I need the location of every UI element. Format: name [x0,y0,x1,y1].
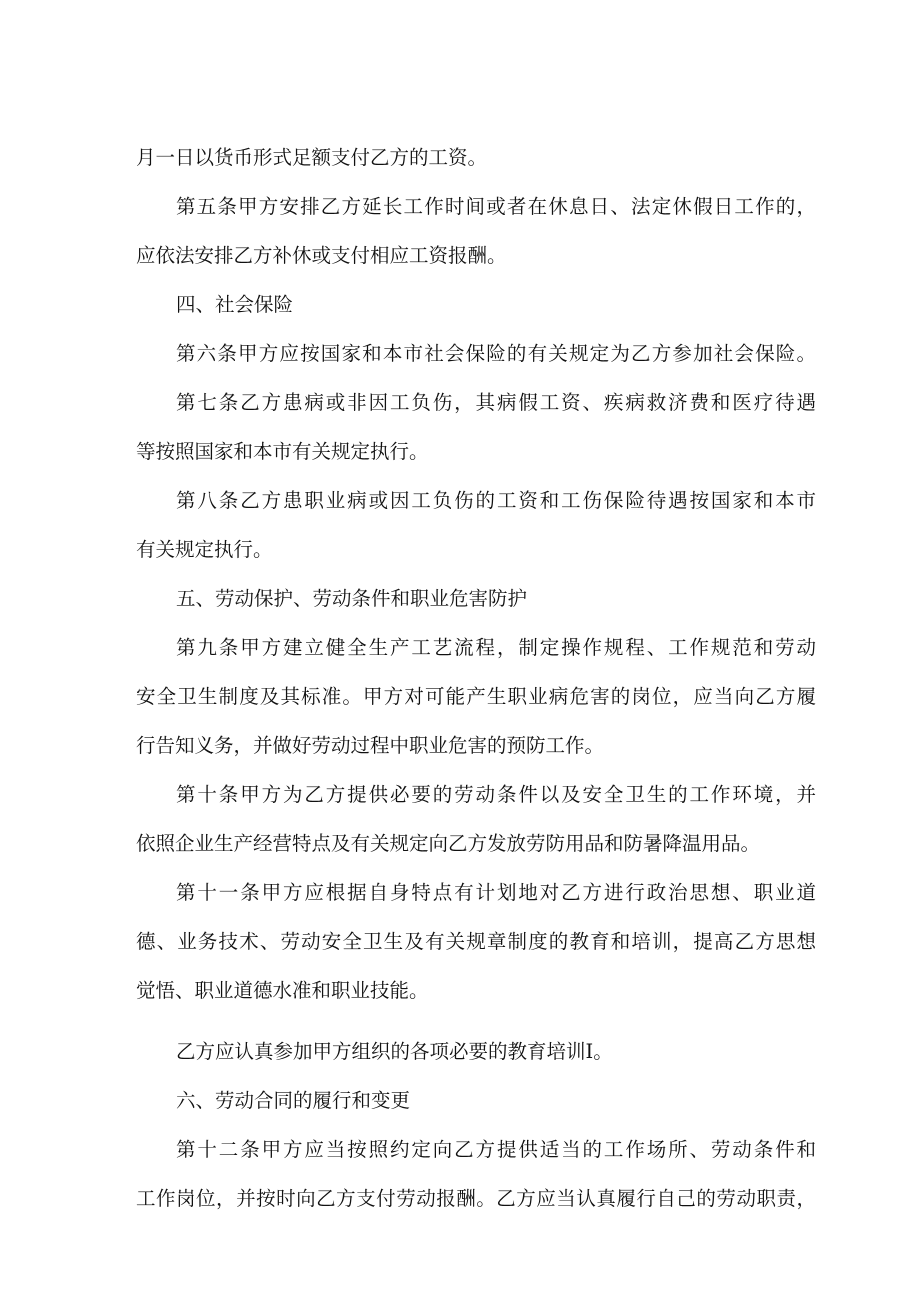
section-heading: 四、社会保险 [176,293,294,316]
section-heading: 六、劳动合同的履行和变更 [176,1089,411,1112]
section-heading: 五、劳动保护、劳动条件和职业危害防护 [176,587,528,610]
text-line: 有关规定执行。 [136,538,273,561]
text-line: 第七条乙方患病或非因工负伤，其病假工资、疾病救济费和医疗待遇 [176,391,816,414]
text-line: 第五条甲方安排乙方延长工作时间或者在休息日、法定休假日工作的， [176,195,816,218]
text-line: 月一日以货币形式足额支付乙方的工资。 [136,146,488,169]
text-line: 乙方应认真参加甲方组织的各项必要的教育培训I。 [176,1040,613,1063]
text-line: 第十二条甲方应当按照约定向乙方提供适当的工作场所、劳动条件和 [176,1138,816,1161]
text-line: 第六条甲方应按国家和本市社会保险的有关规定为乙方参加社会保险。 [176,342,816,365]
text-line: 工作岗位，并按时向乙方支付劳动报酬。乙方应当认真履行自己的劳动职责， [136,1187,816,1210]
text-line: 第八条乙方患职业病或因工负伤的工资和工伤保险待遇按国家和本市 [176,489,816,512]
text-line: 应依法安排乙方补休或支付相应工资报酬。 [136,244,507,267]
text-line: 觉悟、职业道德水准和职业技能。 [136,979,429,1002]
text-line: 第十一条甲方应根据自身特点有计划地对乙方进行政治思想、职业道 [176,881,816,904]
text-line: 安全卫生制度及其标准。甲方对可能产生职业病危害的岗位，应当向乙方履 [136,685,816,708]
text-line: 依照企业生产经营特点及有关规定向乙方发放劳防用品和防暑降温用品。 [136,832,761,855]
text-line: 等按照国家和本市有关规定执行。 [136,440,429,463]
text-line: 德、业务技术、劳动安全卫生及有关规章制度的教育和培训，提高乙方思想 [136,930,816,953]
text-line: 第九条甲方建立健全生产工艺流程，制定操作规程、工作规范和劳动 [176,636,816,659]
text-line: 行告知义务，并做好劳动过程中职业危害的预防工作。 [136,734,605,757]
text-line: 第十条甲方为乙方提供必要的劳动条件以及安全卫生的工作环境，并 [176,783,816,806]
